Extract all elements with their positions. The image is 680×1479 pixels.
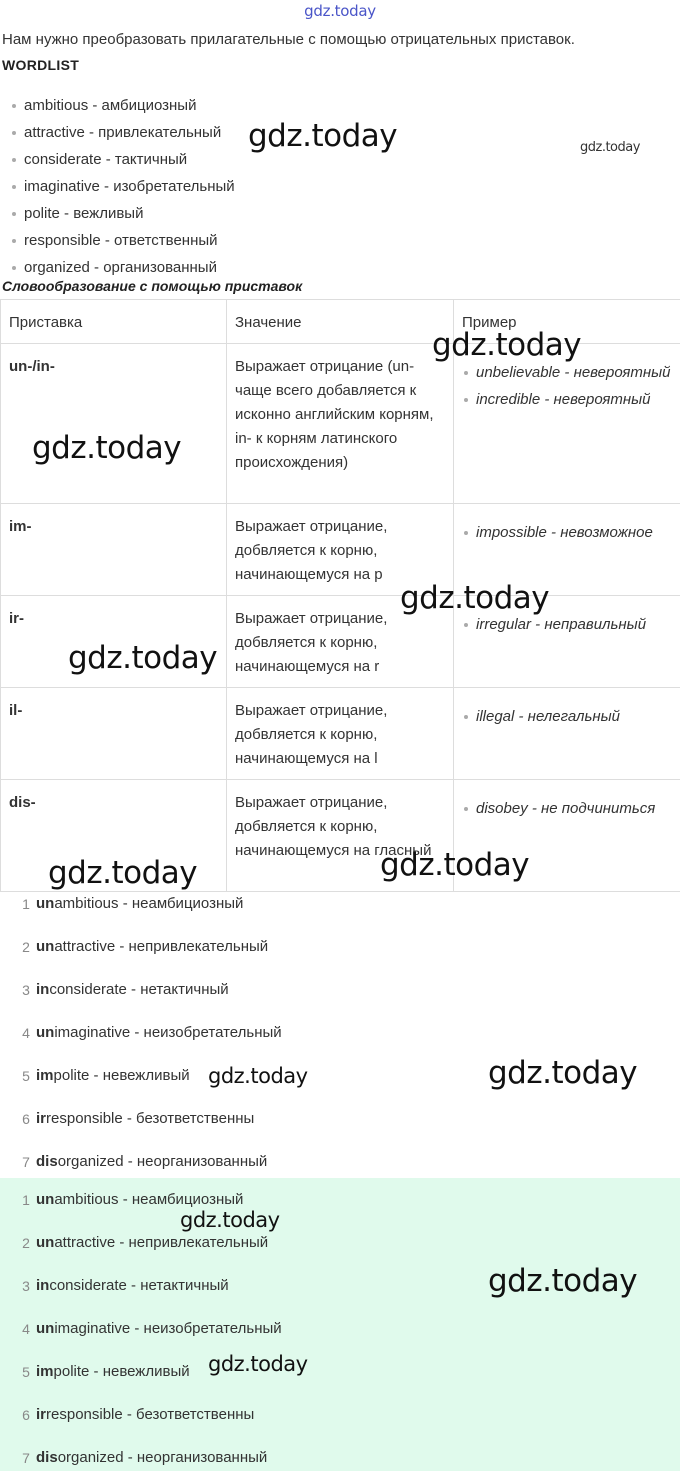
bullet-icon [12,212,16,216]
list-item: 4 un imaginative - неизобретательный [0,1307,680,1350]
table-header-row [1,300,680,344]
header-meaning: Значение [227,300,454,344]
bullet-icon [12,158,16,162]
bullet-icon [12,131,16,135]
prefix-cell: ir- [1,596,227,688]
prefix-highlight: ir [36,1406,46,1423]
item-number: 6 [0,1407,36,1423]
prefix-highlight: im [36,1363,54,1380]
list-item: 3 in considerate - нетактичный [0,1264,680,1307]
example-item: irregular - неправильный [462,615,672,635]
bullet-icon [12,239,16,243]
watermark: gdz.today [488,1055,637,1091]
example-cell [454,688,680,780]
prefix-highlight: in [36,981,49,998]
prefix-highlight: un [36,1320,54,1337]
list-item: 7 dis organized - неорганизованный [0,1436,680,1479]
wordlist-item: organized - организованный [12,254,235,281]
prefix-cell: il- [1,688,227,780]
wordlist-title: WORDLIST [2,57,79,73]
item-number: 4 [0,1025,36,1041]
watermark: gdz.today [488,1263,637,1299]
item-number: 6 [0,1111,36,1127]
watermark: gdz.today [48,855,197,891]
prefix-table [0,299,680,892]
list-item: 3 in considerate - нетактичный [0,968,680,1011]
watermark: gdz.today [248,118,397,154]
example-item: impossible - невозможное [462,523,672,543]
item-number: 2 [0,1235,36,1251]
prefix-highlight: un [36,1191,54,1208]
prefix-highlight: un [36,1234,54,1251]
example-item: illegal - нелегальный [462,707,672,727]
table-row [1,596,680,688]
example-item: disobey - не подчиниться [462,799,672,819]
list-item: 2 un attractive - непривлекательный [0,925,680,968]
list-item: 4 un imaginative - неизобретательный [0,1011,680,1054]
header-prefix: Приставка [1,300,227,344]
prefix-highlight: un [36,1024,54,1041]
bullet-icon [464,623,468,627]
example-item: incredible - невероятный [462,390,672,410]
list-item: 6 ir responsible - безответственны [0,1393,680,1436]
wordlist-item: ambitious - амбициозный [12,92,235,119]
table-row [1,688,680,780]
meaning-cell: Выражает отрицание, добвляется к корню, начинающемуся на r [227,596,454,688]
prefix-cell: dis- [1,780,227,892]
item-number: 1 [0,896,36,912]
watermark: gdz.today [380,847,529,883]
wordlist-item: considerate - тактичный [12,146,235,173]
prefix-highlight: in [36,1277,49,1294]
bullet-icon [464,715,468,719]
table-row [1,344,680,504]
wordlist-item: polite - вежливый [12,200,235,227]
bullet-icon [12,266,16,270]
watermark: gdz.today [180,1208,280,1232]
list-item: 1 un ambitious - неамбициозный [0,882,680,925]
example-item: unbelievable - невероятный [462,363,672,383]
meaning-cell: Выражает отрицание, добвляется к корню, начинающемуся на гласный [227,780,454,892]
prefix-highlight: ir [36,1110,46,1127]
meaning-cell: Выражает отрицание (un- чаще всего добавляется к исконно английским корням, in- к корням латинского происхождения) [227,344,454,504]
example-cell [454,344,680,504]
wordlist-item: attractive - привлекательный [12,119,235,146]
top-watermark: gdz.today [0,2,680,20]
item-number: 4 [0,1321,36,1337]
prefix-cell: im- [1,504,227,596]
watermark: gdz.today [400,580,549,616]
watermark: gdz.today [32,430,181,466]
prefix-highlight: un [36,895,54,912]
item-number: 5 [0,1364,36,1380]
prefix-highlight: un [36,938,54,955]
bullet-icon [464,371,468,375]
bullet-icon [464,807,468,811]
wordlist-item: imaginative - изобретательный [12,173,235,200]
table-row [1,780,680,892]
table-title: Словообразование с помощью приставок [2,278,302,294]
wordlist-item: responsible - ответственный [12,227,235,254]
item-number: 7 [0,1450,36,1466]
list-item: 5 im polite - невежливый [0,1350,680,1393]
example-cell [454,780,680,892]
watermark: gdz.today [68,640,217,676]
answers-list [0,1178,680,1471]
meaning-cell: Выражает отрицание, добвляется к корню, начинающемуся на p [227,504,454,596]
prefix-cell: un-/in- [1,344,227,504]
bullet-icon [12,185,16,189]
list-item: 1 un ambitious - неамбициозный [0,1178,680,1221]
wordlist [12,92,235,281]
prefix-highlight: dis [36,1449,58,1466]
example-cell [454,596,680,688]
list-item: 7 dis organized - неорганизованный [0,1140,680,1183]
list-item: 6 ir responsible - безответственны [0,1097,680,1140]
watermark: gdz.today [208,1352,308,1376]
item-number: 2 [0,939,36,955]
item-number: 7 [0,1154,36,1170]
item-number: 3 [0,1278,36,1294]
bullet-icon [12,104,16,108]
prefix-highlight: dis [36,1153,58,1170]
header-example: Пример [454,300,680,344]
item-number: 5 [0,1068,36,1084]
watermark: gdz.today [208,1064,308,1088]
bullet-icon [464,398,468,402]
list-item: 2 un attractive - непривлекательный [0,1221,680,1264]
watermark: gdz.today [580,140,640,155]
prefix-highlight: im [36,1067,54,1084]
exercise-list [0,882,680,1183]
bullet-icon [464,531,468,535]
list-item: 5 im polite - невежливый [0,1054,680,1097]
example-cell [454,504,680,596]
item-number: 3 [0,982,36,998]
meaning-cell: Выражает отрицание, добвляется к корню, начинающемуся на l [227,688,454,780]
table-row [1,504,680,596]
watermark: gdz.today [432,327,581,363]
item-number: 1 [0,1192,36,1208]
intro-text: Нам нужно преобразовать прилагательные с помощью отрицательных приставок. [2,31,575,48]
